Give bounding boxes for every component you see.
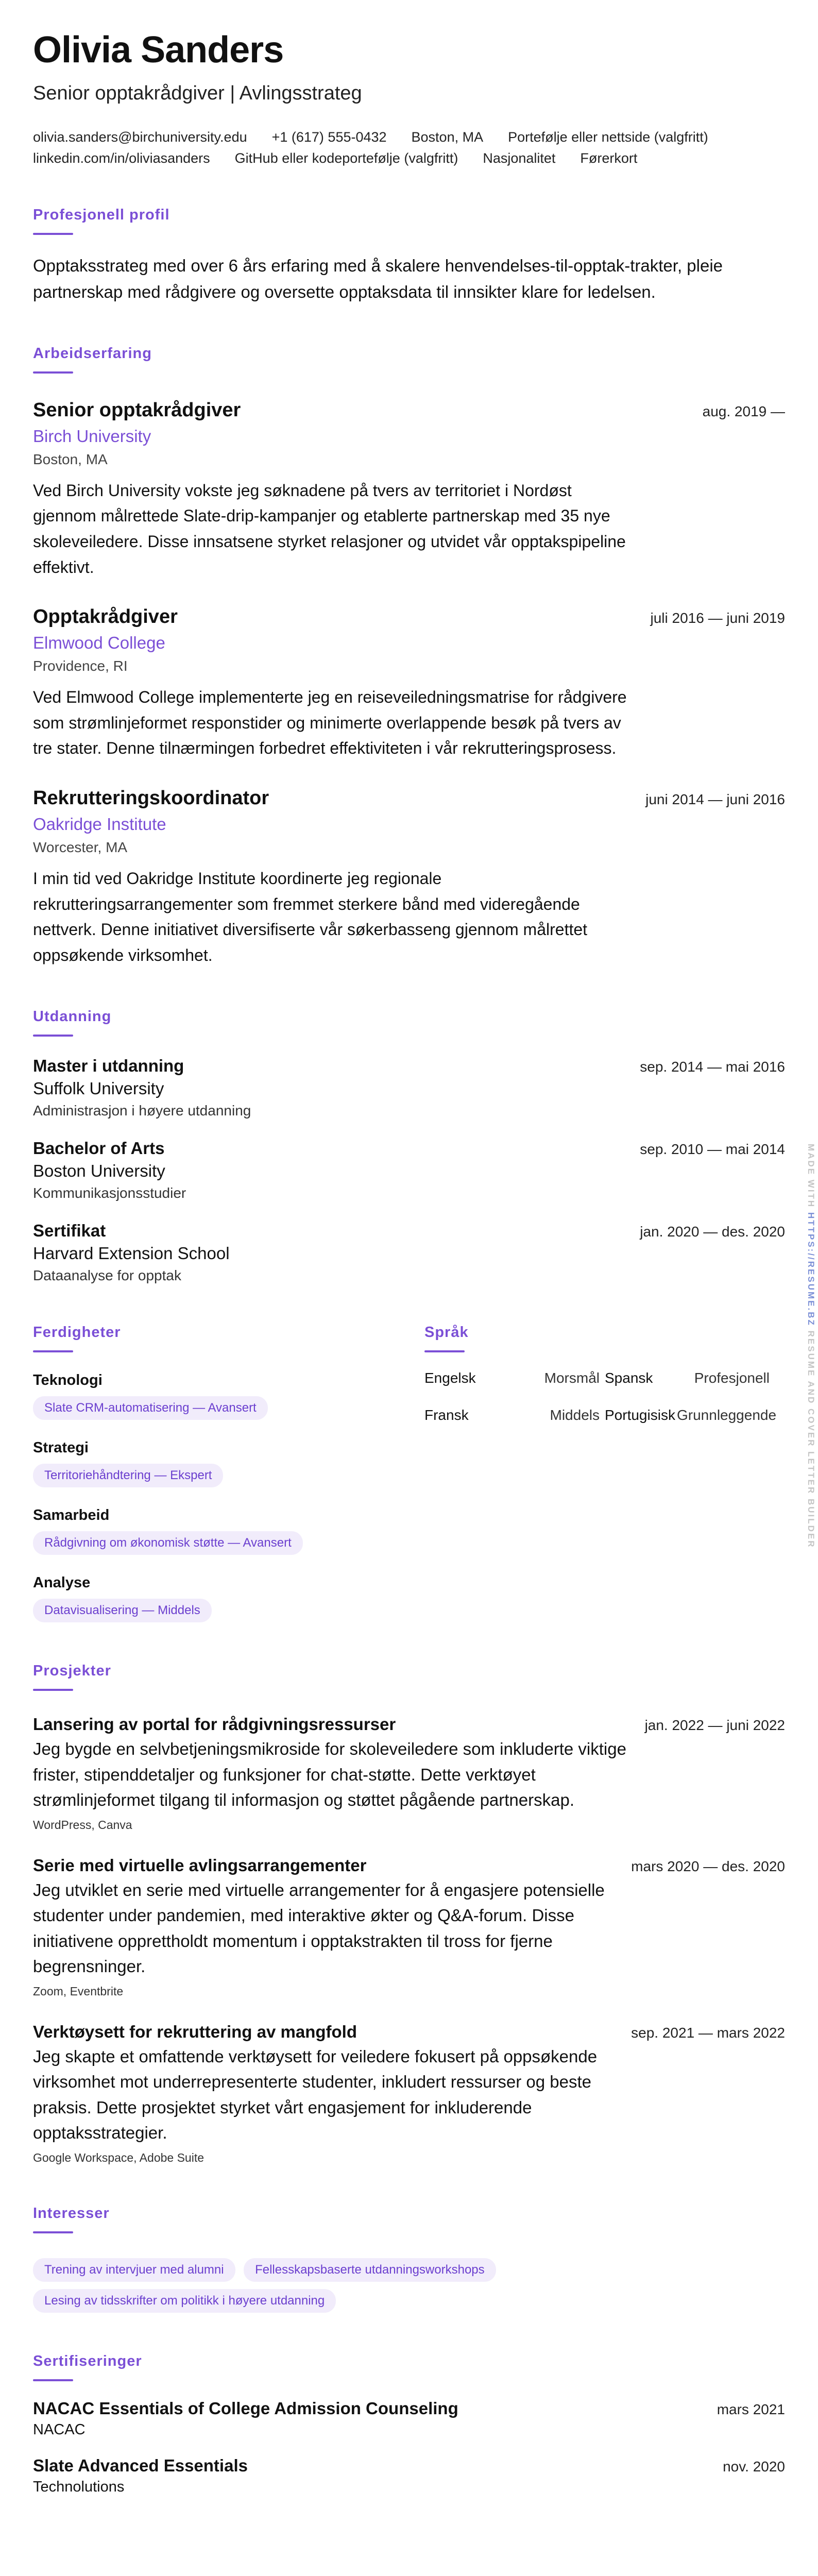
education-degree: Master i utdanning bbox=[33, 1056, 184, 1076]
language-grid bbox=[424, 1370, 785, 1423]
education-school: Suffolk University bbox=[33, 1079, 164, 1098]
skill-group bbox=[33, 1574, 424, 1622]
skill-category: Teknologi bbox=[33, 1372, 103, 1389]
job-organization: Oakridge Institute bbox=[33, 815, 166, 834]
job-title: Senior opptakrådgiver bbox=[33, 399, 241, 421]
certification-issuer: Technolutions bbox=[33, 2478, 125, 2495]
job-description: I min tid ved Oakridge Institute koordinerte jeg regionale rekrutteringsarrangementer som fremmet sterkere bånd med videregående nettverk. Denne initiativet diversifiserte vår søkerbasseng gjennom målrettet oppsøkende virksomhet. bbox=[33, 869, 588, 964]
skill-category: Strategi bbox=[33, 1439, 89, 1456]
builder-watermark bbox=[806, 1144, 816, 1549]
section-title: Profesjonell profil bbox=[33, 206, 170, 223]
section-title: Sertifiseringer bbox=[33, 2352, 142, 2369]
education-section bbox=[33, 1008, 785, 1284]
job-entry bbox=[33, 787, 785, 968]
job-location: Worcester, MA bbox=[33, 839, 128, 856]
project-description: Jeg utviklet en serie med virtuelle arrangementer for å engasjere potensielle studenter under pandemien, med interaktive økter og Q&A-forum. Disse initiativene opprettholdt momentum i opptakstrakten til tross for fjerne begrensninger. bbox=[33, 1880, 605, 1976]
education-entry bbox=[33, 1139, 785, 1201]
project-entry bbox=[33, 2022, 785, 2165]
skill-chip: Slate CRM-automatisering — Avansert bbox=[33, 1396, 268, 1420]
interest-chip: Lesing av tidsskrifter om politikk i høyere utdanning bbox=[33, 2289, 336, 2313]
job-description: Ved Birch University vokste jeg søknadene på tvers av territoriet i Nordøst gjennom målrettede Slate-drip-kampanjer og etablerte partnerskap med 35 nye skoleveiledere. Disse innsatsene styrket relasjoner og utvidet vår opptakspipeline effektivt. bbox=[33, 481, 626, 577]
watermark-link[interactable]: HTTPS://RESUME.BZ bbox=[806, 1212, 816, 1327]
watermark-suffix: RESUME AND COVER LETTER BUILDER bbox=[806, 1326, 816, 1549]
interest-chips bbox=[33, 2251, 600, 2313]
section-title: Interesser bbox=[33, 2205, 110, 2222]
contact-github[interactable]: GitHub eller kodeportefølje (valgfritt) bbox=[234, 150, 458, 166]
job-organization: Elmwood College bbox=[33, 633, 165, 653]
certification-date: nov. 2020 bbox=[723, 2458, 785, 2475]
project-dates: jan. 2022 — juni 2022 bbox=[644, 1717, 785, 1734]
job-location: Providence, RI bbox=[33, 658, 128, 674]
contact-portfolio[interactable]: Portefølje eller nettside (valgfritt) bbox=[508, 129, 708, 145]
contact-license: Førerkort bbox=[580, 150, 638, 166]
projects-section bbox=[33, 1663, 785, 2165]
skill-chip: Datavisualisering — Middels bbox=[33, 1599, 212, 1622]
interest-chip: Trening av intervjuer med alumni bbox=[33, 2258, 235, 2282]
education-field: Dataanalyse for opptak bbox=[33, 1267, 181, 1284]
section-divider bbox=[33, 2231, 73, 2233]
skills-section bbox=[33, 1324, 424, 1622]
experience-section bbox=[33, 345, 785, 969]
project-entry bbox=[33, 1715, 785, 1832]
job-title: Rekrutteringskoordinator bbox=[33, 787, 269, 809]
skills-languages-row bbox=[33, 1324, 785, 1622]
section-title: Språk bbox=[424, 1324, 469, 1341]
education-dates: sep. 2010 — mai 2014 bbox=[640, 1141, 785, 1158]
project-description: Jeg skapte et omfattende verktøysett for veiledere fokusert på oppsøkende virksomhet mot underrepresenterte studenter, inkludert ressurser og beste praksis. Dette prosjektet styrket vårt engasjement for inkluderende opptaksstrategier. bbox=[33, 2046, 598, 2143]
languages-section bbox=[424, 1324, 785, 1622]
certification-name: Slate Advanced Essentials bbox=[33, 2455, 248, 2475]
certification-entry bbox=[33, 2399, 785, 2438]
section-divider bbox=[33, 2379, 73, 2381]
education-entry bbox=[33, 1221, 785, 1284]
education-field: Administrasjon i høyere utdanning bbox=[33, 1103, 251, 1119]
language-name: Spansk bbox=[605, 1370, 653, 1386]
section-title: Prosjekter bbox=[33, 1663, 111, 1680]
job-dates: aug. 2019 — bbox=[702, 403, 785, 419]
project-tools: WordPress, Canva bbox=[33, 1818, 132, 1832]
job-description: Ved Elmwood College implementerte jeg en reiseveiledningsmatrise for rådgivere som strømlinjeformet responstider og minimerte overlappende besøk på tvers av tre stater. Denne tilnærmingen forbedret effektiviteten i vår rekrutteringsprosess. bbox=[33, 688, 627, 758]
profile-text: Opptaksstrateg med over 6 års erfaring med å skalere henvendelses-til-opptak-trakter, pleie partnerskap med rådgivere og oversette opptaksdata til innsikter klare for ledelsen. bbox=[33, 256, 723, 301]
contact-location: Boston, MA bbox=[411, 129, 484, 145]
skill-chip: Territoriehåndtering — Ekspert bbox=[33, 1464, 223, 1487]
job-entry bbox=[33, 399, 785, 580]
section-divider bbox=[424, 1350, 465, 1352]
profile-section bbox=[33, 207, 785, 305]
job-dates: juli 2016 — juni 2019 bbox=[650, 610, 785, 626]
education-dates: sep. 2014 — mai 2016 bbox=[640, 1059, 785, 1075]
section-divider bbox=[33, 1035, 73, 1037]
language-level: Middels bbox=[550, 1407, 600, 1423]
project-entry bbox=[33, 1856, 785, 1998]
section-title: Arbeidserfaring bbox=[33, 345, 152, 362]
contact-phone[interactable]: +1 (617) 555-0432 bbox=[271, 129, 387, 145]
certifications-section bbox=[33, 2353, 785, 2496]
contact-linkedin[interactable]: linkedin.com/in/oliviasanders bbox=[33, 150, 210, 166]
skill-group bbox=[33, 1507, 424, 1555]
interests-section bbox=[33, 2205, 785, 2313]
certification-entry bbox=[33, 2456, 785, 2496]
job-location: Boston, MA bbox=[33, 451, 108, 467]
skill-category: Analyse bbox=[33, 1574, 91, 1591]
language-name: Fransk bbox=[424, 1407, 469, 1423]
project-description: Jeg bygde en selvbetjeningsmikroside for skoleveiledere som inkluderte viktige frister, stipenddetaljer og funksjoner for chat-støtte. Dette verktøyet strømlinjeformet tilgang til informasjon og støttet pågående partnerskap. bbox=[33, 1739, 626, 1810]
certification-date: mars 2021 bbox=[717, 2401, 785, 2417]
language-level: Profesjonell bbox=[694, 1370, 770, 1386]
job-dates: juni 2014 — juni 2016 bbox=[645, 791, 785, 808]
certification-issuer: NACAC bbox=[33, 2421, 86, 2438]
candidate-headline: Senior opptakrådgiver | Avlingsstrateg bbox=[33, 82, 362, 104]
education-degree: Bachelor of Arts bbox=[33, 1139, 165, 1158]
skill-chip: Rådgivning om økonomisk støtte — Avansert bbox=[33, 1531, 303, 1555]
education-school: Boston University bbox=[33, 1161, 165, 1181]
education-entry bbox=[33, 1056, 785, 1119]
section-divider bbox=[33, 233, 73, 235]
job-title: Opptakrådgiver bbox=[33, 606, 178, 628]
interest-chip: Fellesskapsbaserte utdanningsworkshops bbox=[244, 2258, 496, 2282]
contact-email[interactable]: olivia.sanders@birchuniversity.edu bbox=[33, 129, 247, 145]
contact-nationality: Nasjonalitet bbox=[483, 150, 556, 166]
project-dates: mars 2020 — des. 2020 bbox=[631, 1858, 785, 1874]
job-organization: Birch University bbox=[33, 426, 151, 446]
contact-list bbox=[33, 129, 785, 166]
language-level: Grunnleggende bbox=[677, 1407, 777, 1423]
project-tools: Google Workspace, Adobe Suite bbox=[33, 2150, 204, 2164]
section-title: Utdanning bbox=[33, 1008, 112, 1025]
education-dates: jan. 2020 — des. 2020 bbox=[640, 1224, 785, 1240]
skill-group bbox=[33, 1439, 424, 1487]
language-name: Portugisisk bbox=[605, 1407, 675, 1423]
certification-name: NACAC Essentials of College Admission Counseling bbox=[33, 2398, 458, 2418]
section-divider bbox=[33, 1689, 73, 1691]
language-name: Engelsk bbox=[424, 1370, 476, 1386]
project-title: Lansering av portal for rådgivningsressurser bbox=[33, 1715, 396, 1734]
education-degree: Sertifikat bbox=[33, 1221, 106, 1241]
skill-group bbox=[33, 1372, 424, 1420]
skill-category: Samarbeid bbox=[33, 1507, 110, 1524]
education-field: Kommunikasjonsstudier bbox=[33, 1185, 186, 1201]
project-tools: Zoom, Eventbrite bbox=[33, 1984, 124, 1998]
project-dates: sep. 2021 — mars 2022 bbox=[631, 2024, 785, 2041]
job-entry bbox=[33, 606, 785, 761]
watermark-prefix: MADE WITH bbox=[806, 1144, 816, 1212]
section-title: Ferdigheter bbox=[33, 1324, 121, 1341]
project-title: Serie med virtuelle avlingsarrangementer bbox=[33, 1855, 367, 1875]
education-school: Harvard Extension School bbox=[33, 1244, 230, 1263]
language-level: Morsmål bbox=[544, 1370, 600, 1386]
project-title: Verktøysett for rekruttering av mangfold bbox=[33, 2022, 357, 2041]
section-divider bbox=[33, 371, 73, 374]
section-divider bbox=[33, 1350, 73, 1352]
candidate-name: Olivia Sanders bbox=[33, 29, 284, 71]
